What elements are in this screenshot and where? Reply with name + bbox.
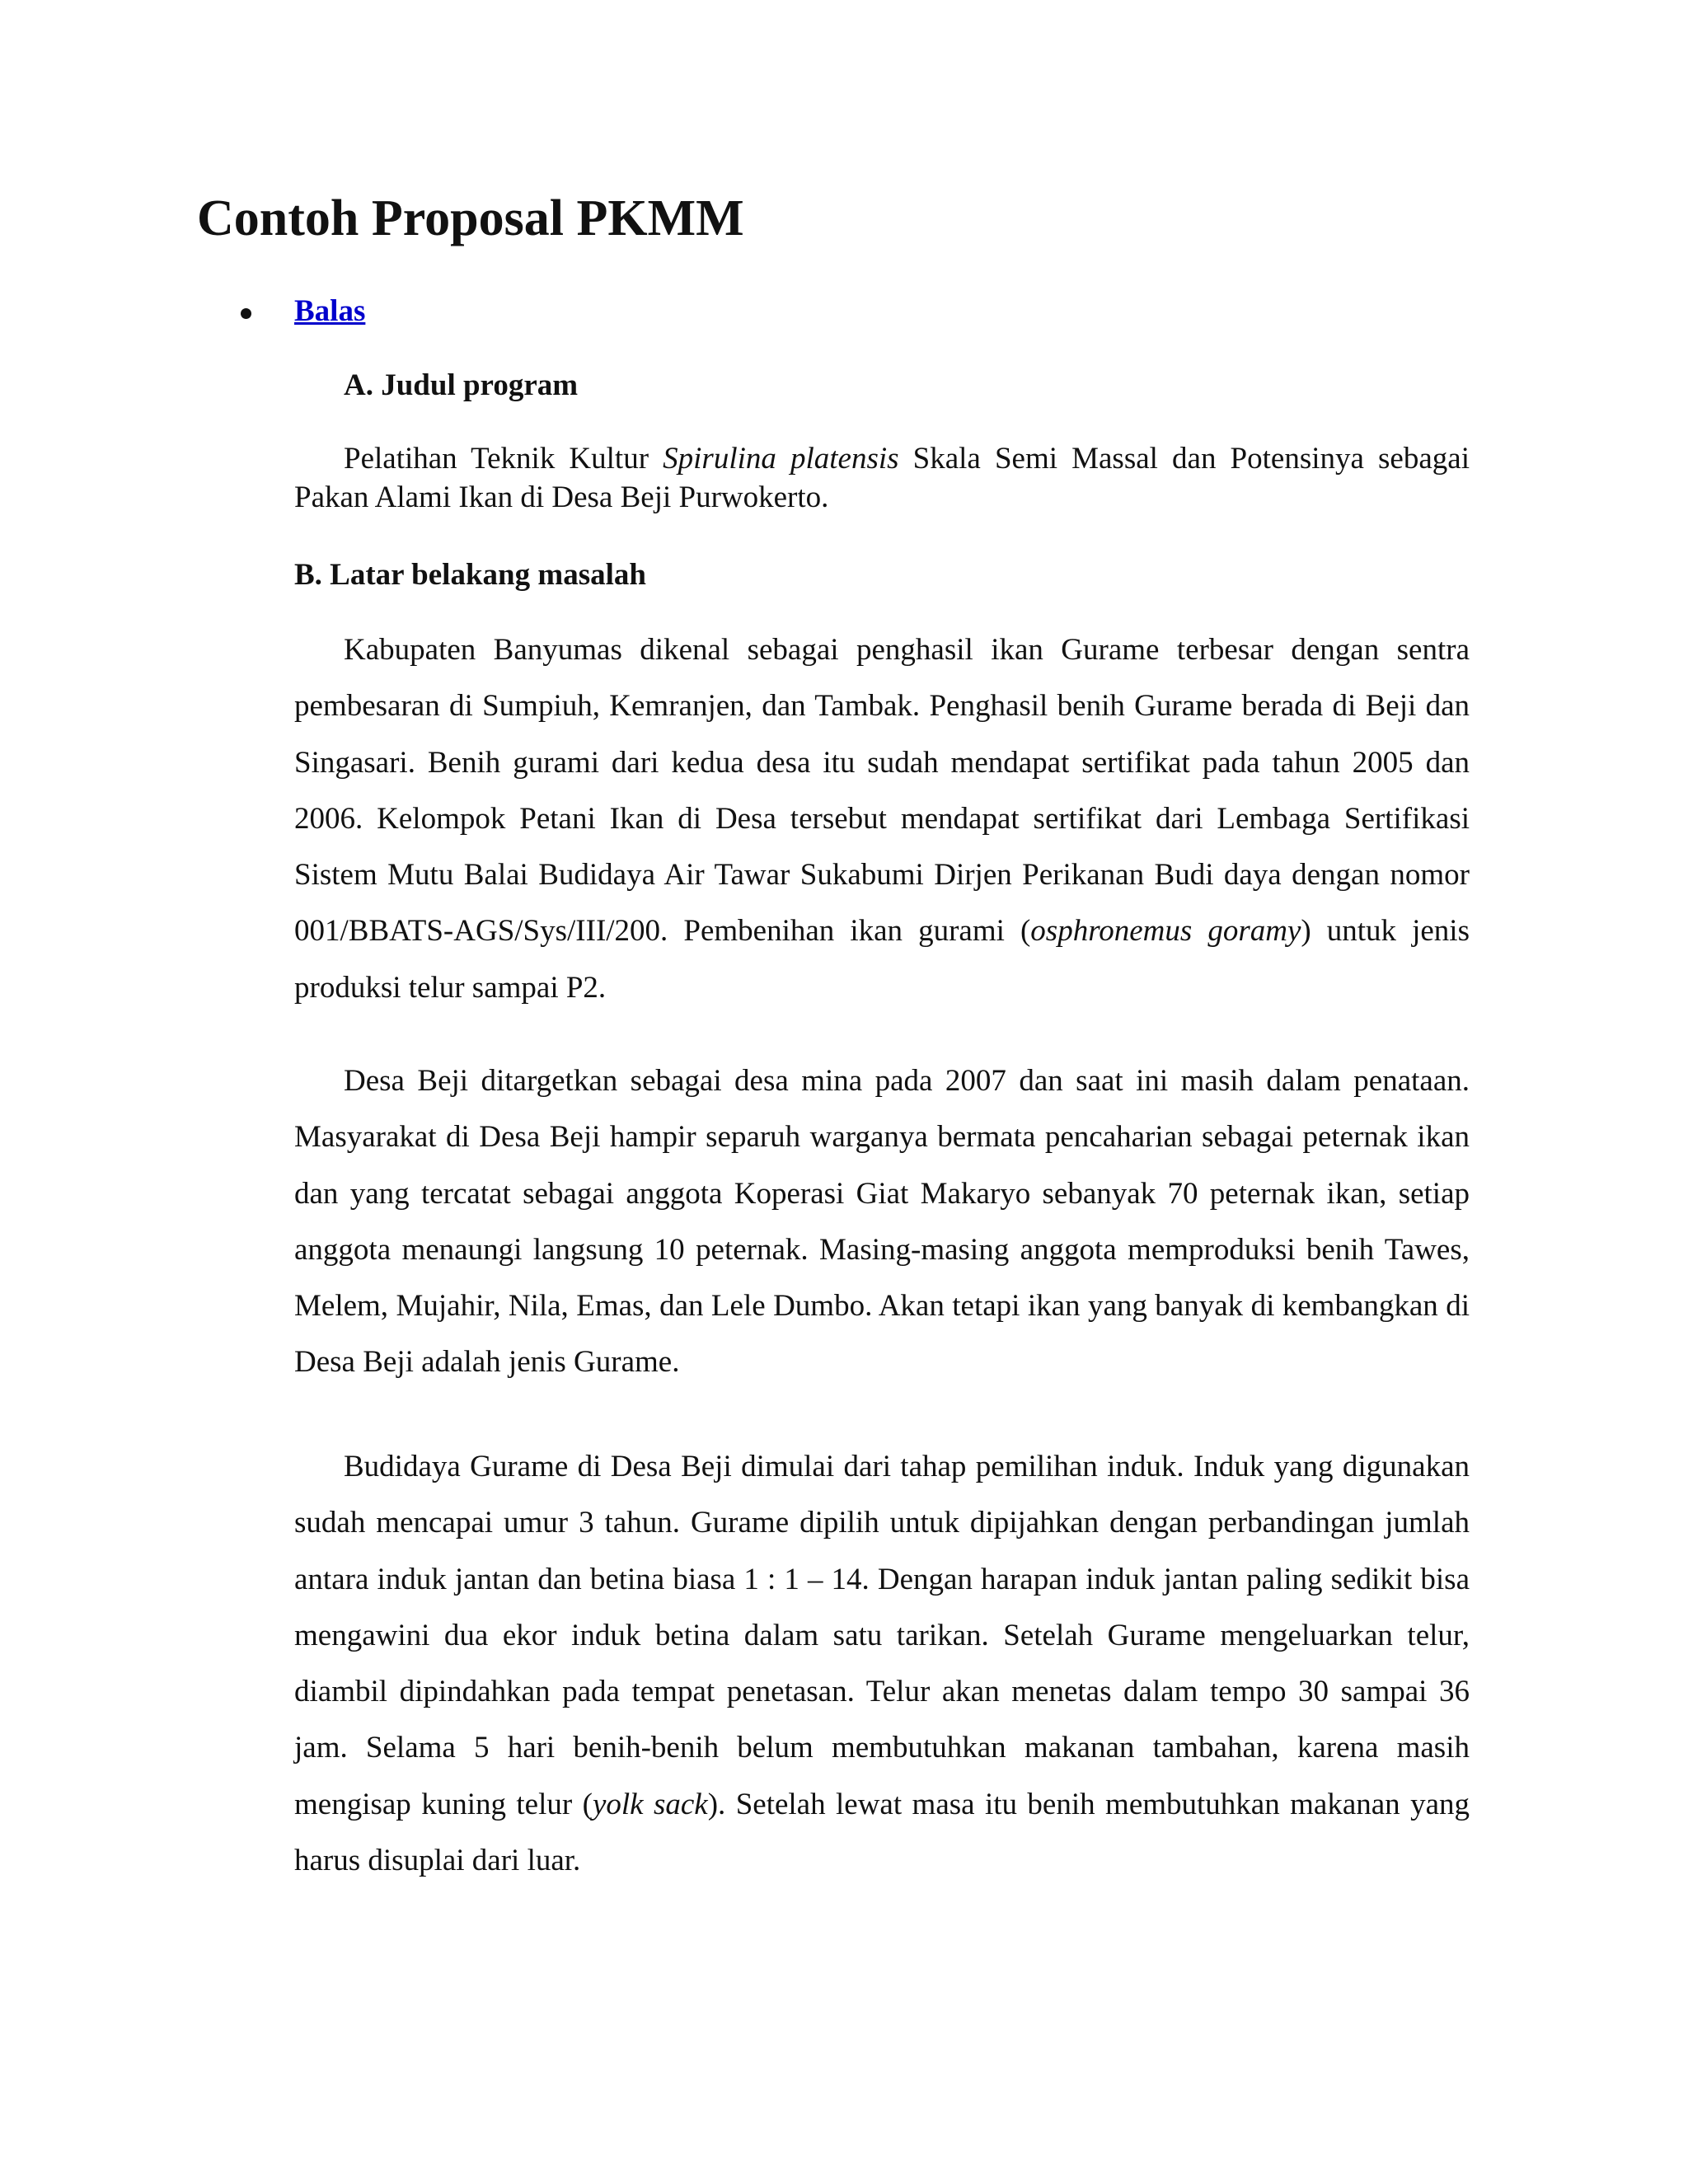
reply-bullet [241, 288, 251, 338]
background-paragraph-1 [294, 622, 1470, 1016]
program-title-species: Spirulina platensis [663, 442, 899, 476]
section-heading-latar-belakang: B. Latar belakang masalah [294, 558, 646, 592]
program-title-text-1: Pelatihan Teknik Kultur [344, 442, 663, 476]
program-title-paragraph [294, 439, 1470, 517]
reply-link[interactable]: Balas [294, 294, 366, 328]
page-title: Contoh Proposal PKMM [197, 190, 744, 246]
background-paragraph-3 [294, 1439, 1470, 1889]
paragraph-3-text-1: Budidaya Gurame di Desa Beji dimulai dari tahap pemilihan induk. Induk yang digunakan sudah mencapai umur 3 tahun. Gurame dipilih untuk dipijahkan dengan perbandingan jumlah antara induk jantan dan betina biasa 1 : 1 – 14. Dengan harapan induk jantan paling sedikit bisa mengawini dua ekor induk betina dalam satu tarikan. Setelah Gurame mengeluarkan telur, diambil dipindahkan pada tempat penetasan. Telur akan menetas dalam tempo 30 sampai 36 jam. Selama 5 hari benih-benih belum membutuhkan makanan tambahan, karena masih mengisap kuning telur ( [294, 1450, 1470, 1821]
section-heading-judul-program: A. Judul program [344, 368, 579, 402]
paragraph-1-text-2: ) untuk jenis produksi telur sampai P2. [294, 914, 1470, 1005]
paragraph-3-text-2: ). Setelah lewat masa itu benih membutuhkan makanan yang harus disuplai dari luar. [294, 1787, 1470, 1878]
background-paragraph-2: Desa Beji ditargetkan sebagai desa mina pada 2007 dan saat ini masih dalam penataan. Masyarakat di Desa Beji hampir separuh warganya bermata pencaharian sebagai peternak ikan dan yang tercatat sebagai anggota Koperasi Giat Makaryo sebanyak 70 peternak ikan, setiap anggota menaungi langsung 10 peternak. Masing-masing anggota memproduksi benih Tawes, Melem, Mujahir, Nila, Emas, dan Lele Dumbo. Akan tetapi ikan yang banyak di kembangkan di Desa Beji adalah jenis Gurame. [294, 1064, 1470, 1380]
program-title-text-2: Skala Semi Massal dan Potensinya sebagai Pakan Alami Ikan di Desa Beji Purwokerto. [294, 442, 1470, 514]
paragraph-1-text-1: Kabupaten Banyumas dikenal sebagai penghasil ikan Gurame terbesar dengan sentra pembesaran di Sumpiuh, Kemranjen, dan Tambak. Penghasil benih Gurame berada di Beji dan Singasari. Benih gurami dari kedua desa itu sudah mendapat sertifikat pada tahun 2005 dan 2006. Kelompok Petani Ikan di Desa tersebut mendapat sertifikat dari Lembaga Sertifikasi Sistem Mutu Balai Budidaya Air Tawar Sukabumi Dirjen Perikanan Budi daya dengan nomor 001/BBATS-AGS/Sys/III/200. Pembenihan ikan gurami ( [294, 633, 1470, 949]
paragraph-1-species: osphronemus goramy [1030, 914, 1301, 949]
paragraph-3-term: yolk sack [592, 1787, 708, 1821]
bullet-icon [241, 308, 251, 319]
